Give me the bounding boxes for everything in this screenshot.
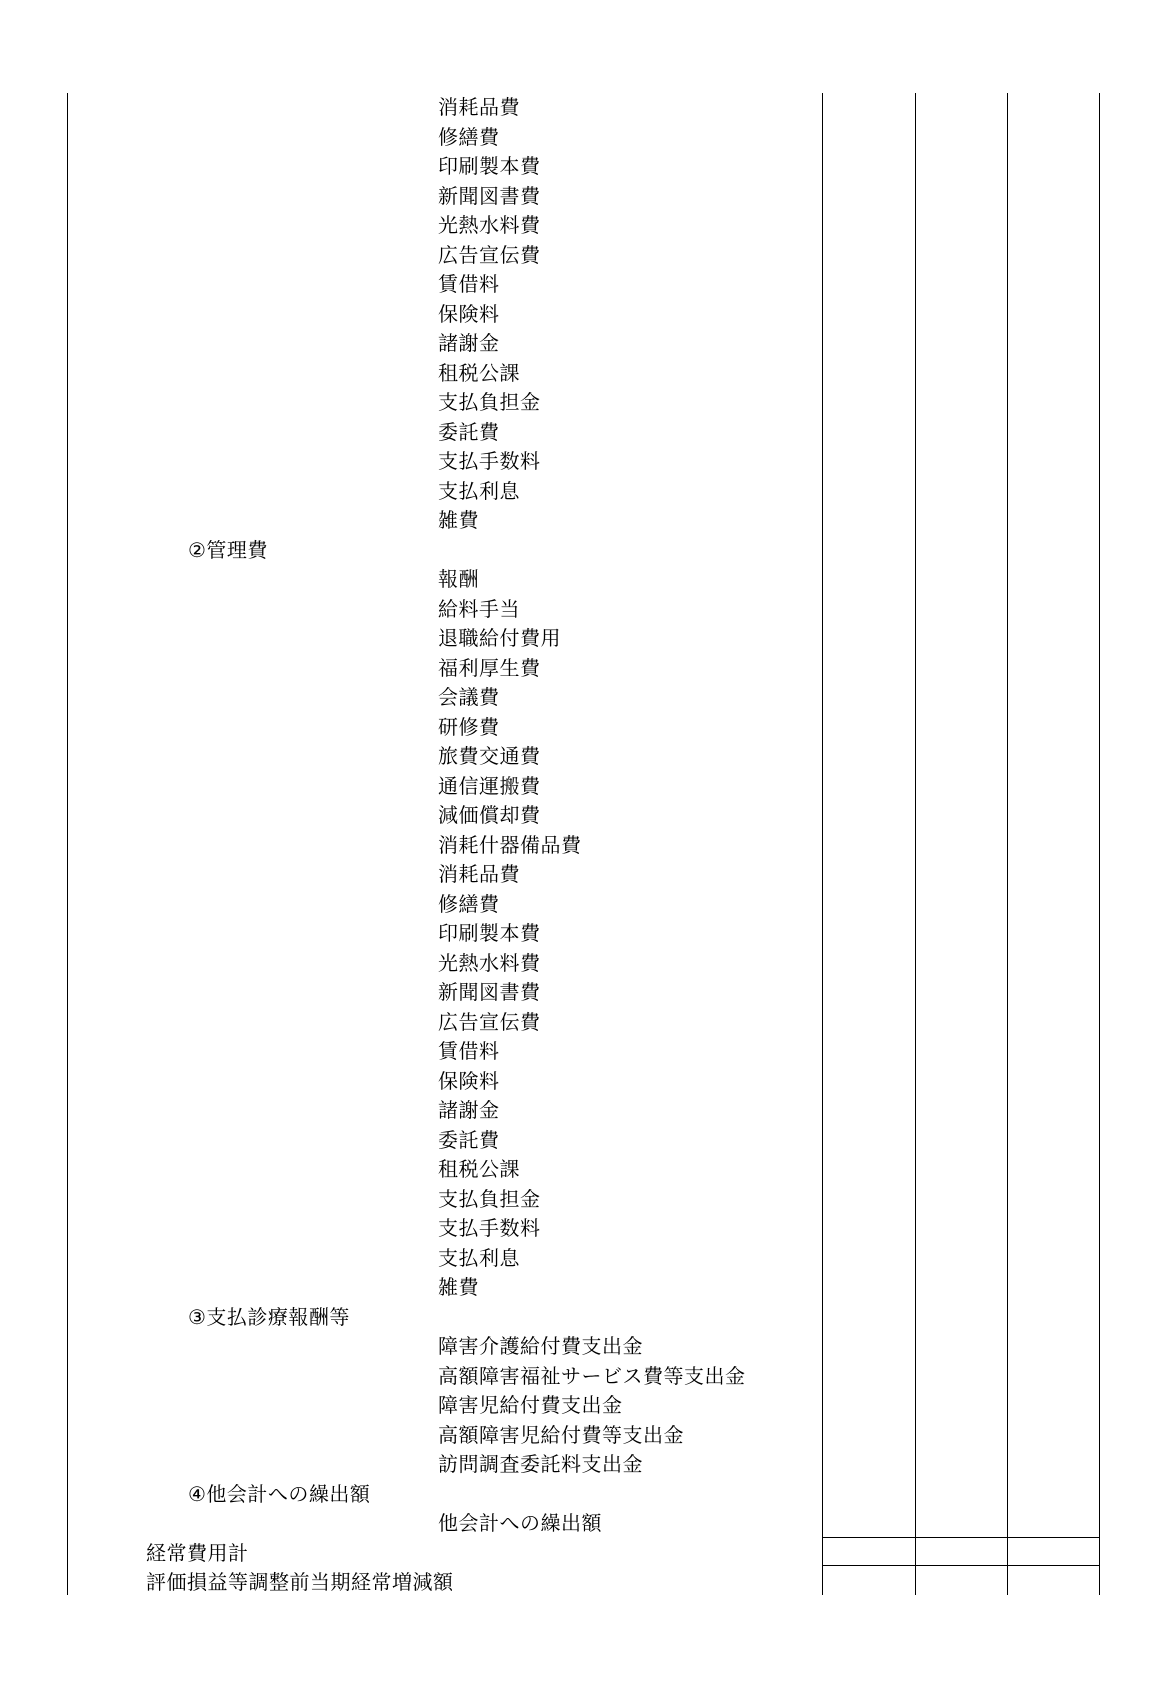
line-item-label: 印刷製本費 bbox=[438, 921, 541, 945]
line-item-label: 支払負担金 bbox=[438, 390, 541, 414]
category-heading: ②管理費 bbox=[188, 537, 268, 562]
line-item-label: 新聞図書費 bbox=[438, 980, 541, 1004]
line-item-label: 旅費交通費 bbox=[438, 744, 541, 768]
line-item-label: 支払手数料 bbox=[438, 449, 541, 473]
line-item-label: 消耗品費 bbox=[438, 95, 520, 119]
line-item-label: 印刷製本費 bbox=[438, 154, 541, 178]
line-item-label: 報酬 bbox=[438, 567, 479, 591]
line-item-label: 諸謝金 bbox=[438, 1098, 500, 1122]
line-item-label: 雑費 bbox=[438, 1275, 479, 1299]
line-item-label: 消耗品費 bbox=[438, 862, 520, 886]
line-item-label: 会議費 bbox=[438, 685, 500, 709]
category-heading: ④他会計への繰出額 bbox=[188, 1481, 371, 1506]
line-item-label: 給料手当 bbox=[438, 596, 520, 621]
line-item-label: 支払手数料 bbox=[438, 1216, 541, 1240]
line-item-label: 障害児給付費支出金 bbox=[438, 1393, 623, 1417]
line-item-label: 保険料 bbox=[438, 1068, 500, 1093]
line-item-label: 消耗什器備品費 bbox=[438, 832, 582, 857]
line-item-label: 障害介護給付費支出金 bbox=[438, 1334, 643, 1358]
line-item-label: 福利厚生費 bbox=[438, 655, 541, 680]
amount-column-2-left-border bbox=[915, 93, 916, 1595]
category-heading: ③支払診療報酬等 bbox=[188, 1304, 350, 1329]
total-row-label: 経常費用計 bbox=[146, 1540, 249, 1565]
subtotal-rule-top bbox=[822, 1537, 1100, 1538]
line-item-label: 租税公課 bbox=[438, 1157, 520, 1181]
line-item-label: 修繕費 bbox=[438, 124, 500, 149]
line-item-label: 高額障害児給付費等支出金 bbox=[438, 1422, 684, 1447]
line-item-label: 雑費 bbox=[438, 508, 479, 532]
line-item-label: 訪問調査委託料支出金 bbox=[438, 1452, 643, 1476]
line-item-label: 光熱水料費 bbox=[438, 950, 541, 975]
line-item-label: 支払負担金 bbox=[438, 1186, 541, 1211]
line-item-label: 保険料 bbox=[438, 301, 500, 326]
subtotal-rule-bottom bbox=[822, 1565, 1100, 1566]
line-item-label: 賃借料 bbox=[438, 1039, 500, 1063]
line-item-label: 諸謝金 bbox=[438, 331, 500, 355]
line-item-label: 他会計への繰出額 bbox=[438, 1511, 602, 1535]
amount-column-1-left-border bbox=[822, 93, 823, 1595]
line-item-label: 広告宣伝費 bbox=[438, 1009, 541, 1034]
line-item-label: 租税公課 bbox=[438, 360, 520, 385]
line-item-label: 修繕費 bbox=[438, 891, 500, 916]
line-item-label: 賃借料 bbox=[438, 272, 500, 296]
line-item-label: 広告宣伝費 bbox=[438, 242, 541, 267]
line-item-label: 光熱水料費 bbox=[438, 213, 541, 237]
line-item-label: 委託費 bbox=[438, 1127, 500, 1152]
line-item-label: 通信運搬費 bbox=[438, 773, 541, 798]
line-item-label: 減価償却費 bbox=[438, 803, 541, 827]
line-item-label: 委託費 bbox=[438, 419, 500, 444]
line-item-label: 研修費 bbox=[438, 714, 500, 739]
table-right-border bbox=[1099, 93, 1100, 1595]
amount-column-3-left-border bbox=[1007, 93, 1008, 1595]
line-item-label: 支払利息 bbox=[438, 478, 520, 503]
total-row-label: 評価損益等調整前当期経常増減額 bbox=[146, 1570, 454, 1594]
line-item-label: 支払利息 bbox=[438, 1245, 520, 1270]
line-item-label: 退職給付費用 bbox=[438, 626, 561, 650]
line-item-label: 高額障害福祉サービス費等支出金 bbox=[438, 1363, 746, 1388]
line-item-label: 新聞図書費 bbox=[438, 183, 541, 208]
